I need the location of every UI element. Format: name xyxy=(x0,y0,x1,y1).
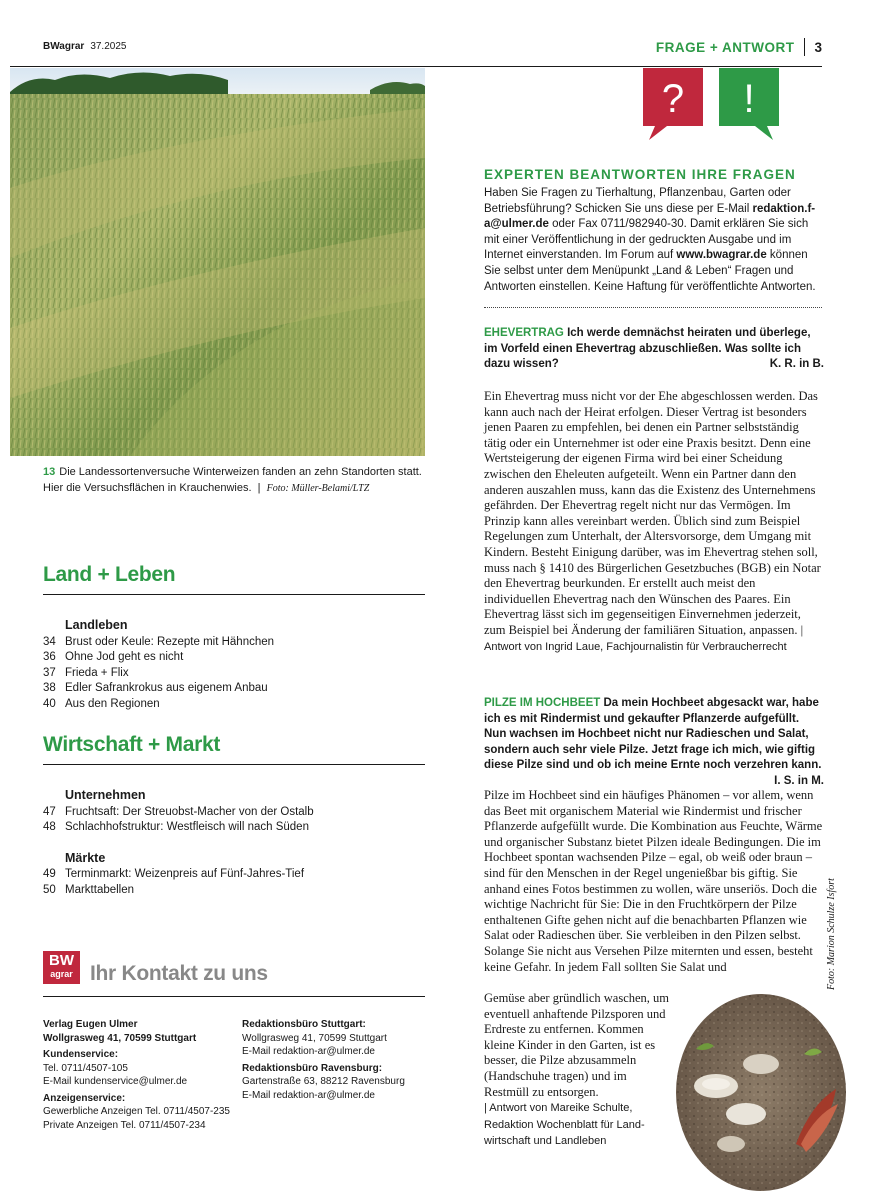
question-glyph: ? xyxy=(661,77,685,121)
toc-item[interactable] xyxy=(43,635,425,651)
toc-item[interactable] xyxy=(43,697,425,713)
experts-intro xyxy=(484,186,824,295)
dotted-divider xyxy=(484,307,822,308)
contact-title: Ihr Kontakt zu uns xyxy=(90,962,268,985)
exclamation-glyph: ! xyxy=(743,77,755,121)
contact-right xyxy=(242,1018,405,1102)
ads-private-tel[interactable]: Private Anzeigen Tel. 0711/4507-234 xyxy=(43,1119,206,1131)
exclamation-bubble-icon xyxy=(719,68,779,140)
mushroom-photo-credit: Foto: Marion Schulze Isfort xyxy=(826,878,837,990)
toc-page: 49 xyxy=(43,868,56,881)
toc-title: Edler Safrankrokus aus eigenem Anbau xyxy=(65,682,268,695)
toc-page: 37 xyxy=(43,666,56,679)
toc-page: 40 xyxy=(43,697,56,710)
answer-pilze-continued xyxy=(484,991,674,1150)
toc-page: 50 xyxy=(43,883,56,896)
wheat-field-photo xyxy=(10,68,425,456)
intro-web-link[interactable]: www.bwagrar.de xyxy=(676,249,767,262)
office-stuttgart-mail[interactable]: E-Mail redaktion-ar@ulmer.de xyxy=(242,1046,375,1057)
toc-page: 36 xyxy=(43,651,56,664)
brand-name: BWagrar xyxy=(43,41,85,52)
section-rule xyxy=(43,764,425,765)
toc-title: Ohne Jod geht es nicht xyxy=(65,651,184,664)
intro-email-link[interactable]: redaktion.f-a@ulmer.de xyxy=(484,202,816,231)
toc-title: Aus den Regionen xyxy=(65,697,160,710)
ads-commercial-tel[interactable]: Gewerbliche Anzeigen Tel. 0711/4507-235 xyxy=(43,1106,230,1117)
toc-subheading: Landleben xyxy=(65,618,128,632)
office-stuttgart-address: Wollgrasweg 41, 70599 Stuttgart xyxy=(242,1032,387,1044)
toc-page: 47 xyxy=(43,805,56,818)
publisher-name: Verlag Eugen Ulmer xyxy=(43,1019,138,1030)
toc-item[interactable] xyxy=(43,820,425,836)
question-signature: I. S. in M. xyxy=(774,774,824,787)
experts-heading: EXPERTEN BEANTWORTEN IHRE FRAGEN xyxy=(484,167,796,182)
customer-service-label: Kundenservice: xyxy=(43,1049,119,1060)
office-stuttgart-label: Redaktionsbüro Stuttgart: xyxy=(242,1019,366,1030)
office-ravensburg-mail[interactable]: E-Mail redaktion-ar@ulmer.de xyxy=(242,1089,375,1101)
toc-item[interactable] xyxy=(43,805,425,821)
intro-text-1: Haben Sie Fragen zu Tierhaltung, Pflanzenbau, Garten oder Betriebsführung? Schicken Sie uns diese per E-Mail xyxy=(484,187,791,215)
section-title: FRAGE + ANTWORT xyxy=(655,39,795,55)
contact-rule xyxy=(43,996,425,997)
question-bubble-icon xyxy=(643,68,703,140)
toc-item[interactable] xyxy=(43,650,425,666)
publisher-address: Wollgrasweg 41, 70599 Stuttgart xyxy=(43,1032,197,1044)
toc-title: Brust oder Keule: Rezepte mit Hähnchen xyxy=(65,635,275,648)
toc-title: Terminmarkt: Weizenpreis auf Fünf-Jahres-Tief xyxy=(65,868,305,881)
section-header xyxy=(656,38,822,56)
question-tag: PILZE IM HOCHBEET xyxy=(484,697,601,709)
toc-title: Schlachhofstruktur: Westfleisch will nach Süden xyxy=(65,821,309,834)
answer-ehevertrag xyxy=(484,389,824,655)
question-text: Ich werde demnächst heiraten und überlege, im Vorfeld einen Ehevertrag abzuschließen. Was sollte ich dazu wissen? xyxy=(484,327,811,371)
answer-text: Ein Ehevertrag muss nicht vor der Ehe abgeschlossen werden. Das kann auch nach der Heirat erfolgen. Dieser Vertrag ist besonders jenen Paaren zu empfehlen, bei denen ein Partner selbstständig tätig oder ein Unternehmer ist oder eine Praxis besitzt. Denn eine Wertsteigerung der eigenen Firma wird bei einer Scheidung zwischen den Eheleuten aufgeteilt. Wenn ein Partner dann den anderen auszahlen muss, kann das die Existenz des Unternehmens gefährden. Der Ehevertrag regelt nicht nur das Vermögen. Im Prinzip kann alles vereinbart werden. Üblich sind zum Beispiel Regelungen zum Unterhalt, der Altersvorsorge, dem Umgang mit Kindern. Besteht Einigung darüber, was im Ehevertrag stehen soll, muss nach § 1410 des Bürgerlichen Gesetzbuches (BGB) ein Notar den Ehevertrag beurkunden. Er erstellt auch meist den individuellen Ehevertrag nach den Wünschen des Paares. Ein Ehevertrag lässt sich im gegenseitigen Einvernehmen jederzeit, zum Beispiel bei Änderung der familiären Situation, anpassen. | xyxy=(484,389,821,637)
answer-text: Pilze im Hochbeet sind ein häufiges Phänomen – vor allem, wenn das Beet mit organischem Material wie Rindermist und frischer Pflanzerde aufgefüllt wurde. Die Kombination aus Feuchte, Wärme und organischer Substanz bietet Pilzen ideale Bedingungen. Die im Hochbeet spontan wachsenden Pilze – egal, ob weiß oder braun – sind für den Menschen in der Regel ungenießbar bis giftig. Sie anhand eines Fotos bestimmen zu wollen, wäre unseriös. Doch die wichtige Nachricht für Sie: Die in den Fruchtkörpern der Pilze enthaltenen Gifte gehen nicht auf die benachbarten Pflanzen wie Salat oder Radieschen über. Sie verbleiben in den Pilzen selbst. Solange Sie nicht aus Versehen Pilze miternten und essen, besteht keine Gefahr. In jedem Fall sollten Sie Salat und xyxy=(484,788,823,974)
toc-page: 48 xyxy=(43,821,56,834)
answer-text-continued: Gemüse aber gründlich waschen, um eventuell anhaftende Pilzsporen und Erdreste zu entfernen. Kommen kleine Kinder in den Garten, ist es besser, die Pilze abzusammeln (Handschuhe tragen) und im Restmüll zu entsorgen. xyxy=(484,991,670,1099)
answer-pilze xyxy=(484,788,824,975)
page-number: 3 xyxy=(814,39,822,55)
toc-item[interactable] xyxy=(43,867,425,883)
contact-left xyxy=(43,1018,230,1132)
logo-top: BW xyxy=(49,952,74,969)
photo-caption: 13 Die Landessortenversuche Winterweizen fanden an zehn Standorten statt. Hier die Versuchsflächen in Krauchenwies. | Foto: Müller-Belami/LTZ xyxy=(43,466,422,494)
header-rule xyxy=(10,66,822,67)
toc-subheading: Märkte xyxy=(65,850,106,865)
customer-service-tel[interactable]: Tel. 0711/4507-105 xyxy=(43,1062,128,1074)
photo-credit: Foto: Müller-Belami/LTZ xyxy=(266,482,370,494)
question-ehevertrag xyxy=(484,326,824,373)
toc-title: Fruchtsaft: Der Streuobst-Macher von der Ostalb xyxy=(65,805,314,818)
intro-text-3: können Sie selbst unter dem Menüpunkt „Land & Leben“ Fragen und Antworten einstellen. Keine Haftung für veröffentlichte Antworten. xyxy=(484,249,816,293)
toc-title: Markttabellen xyxy=(65,883,135,896)
toc-item[interactable] xyxy=(43,883,425,899)
section-rule xyxy=(43,594,425,595)
issue-info xyxy=(43,41,126,52)
question-signature: K. R. in B. xyxy=(769,358,824,371)
toc-item[interactable] xyxy=(43,666,425,682)
office-ravensburg-address: Gartenstraße 63, 88212 Ravensburg xyxy=(242,1076,405,1087)
caption-number: 13 xyxy=(43,466,56,478)
customer-service-mail[interactable]: E-Mail kundenservice@ulmer.de xyxy=(43,1076,188,1087)
issue-number: 37.2025 xyxy=(90,41,127,52)
question-pilze xyxy=(484,696,824,790)
mushroom-bed-photo xyxy=(676,994,846,1191)
answer-byline: Antwort von Ingrid Laue, Fachjournalistin für Verbraucherrecht xyxy=(484,640,787,653)
toc-land-leben xyxy=(43,618,425,713)
intro-text-2: oder Fax 0711/982940-30. Damit erklären Sie sich mit einer Veröffentlichung in der gedruckten Ausgabe und im Internet einverstanden. Im Forum auf xyxy=(484,218,809,262)
question-text: Da mein Hochbeet abgesackt war, habe ich es mit Rindermist und gekaufter Pflanzerde aufgefüllt. Nun wachsen im Hochbeet nicht nur Radieschen und Salat, sondern auch sehr viele Pilze. Jetzt frage ich mich, wie giftig diese Pilze sind und ob ich meine Ernte noch verzehren kann. xyxy=(484,697,822,772)
toc-item[interactable] xyxy=(43,681,425,697)
answer-byline: | Antwort von Mareike Schulte, Redaktion Wochenblatt für Landwirtschaft und Landleben xyxy=(484,1102,645,1148)
toc-page: 38 xyxy=(43,682,56,695)
header-separator xyxy=(804,38,805,56)
caption-text: Die Landessortenversuche Winterweizen fanden an zehn Standorten statt. Hier die Versuchsflächen in Krauchenwies. xyxy=(43,466,422,494)
toc-subheading: Unternehmen xyxy=(65,788,146,802)
bwagrar-logo xyxy=(43,951,80,984)
question-tag: EHEVERTRAG xyxy=(484,327,564,339)
logo-bottom: agrar xyxy=(50,969,73,979)
toc-page: 34 xyxy=(43,635,56,648)
section-land-leben: Land + Leben xyxy=(43,563,176,586)
ads-service-label: Anzeigenservice: xyxy=(43,1092,126,1104)
office-ravensburg-label: Redaktionsbüro Ravensburg: xyxy=(242,1062,383,1074)
toc-wirtschaft-markt xyxy=(43,788,425,899)
section-wirtschaft-markt: Wirtschaft + Markt xyxy=(43,733,221,756)
toc-title: Frieda + Flix xyxy=(65,666,129,679)
